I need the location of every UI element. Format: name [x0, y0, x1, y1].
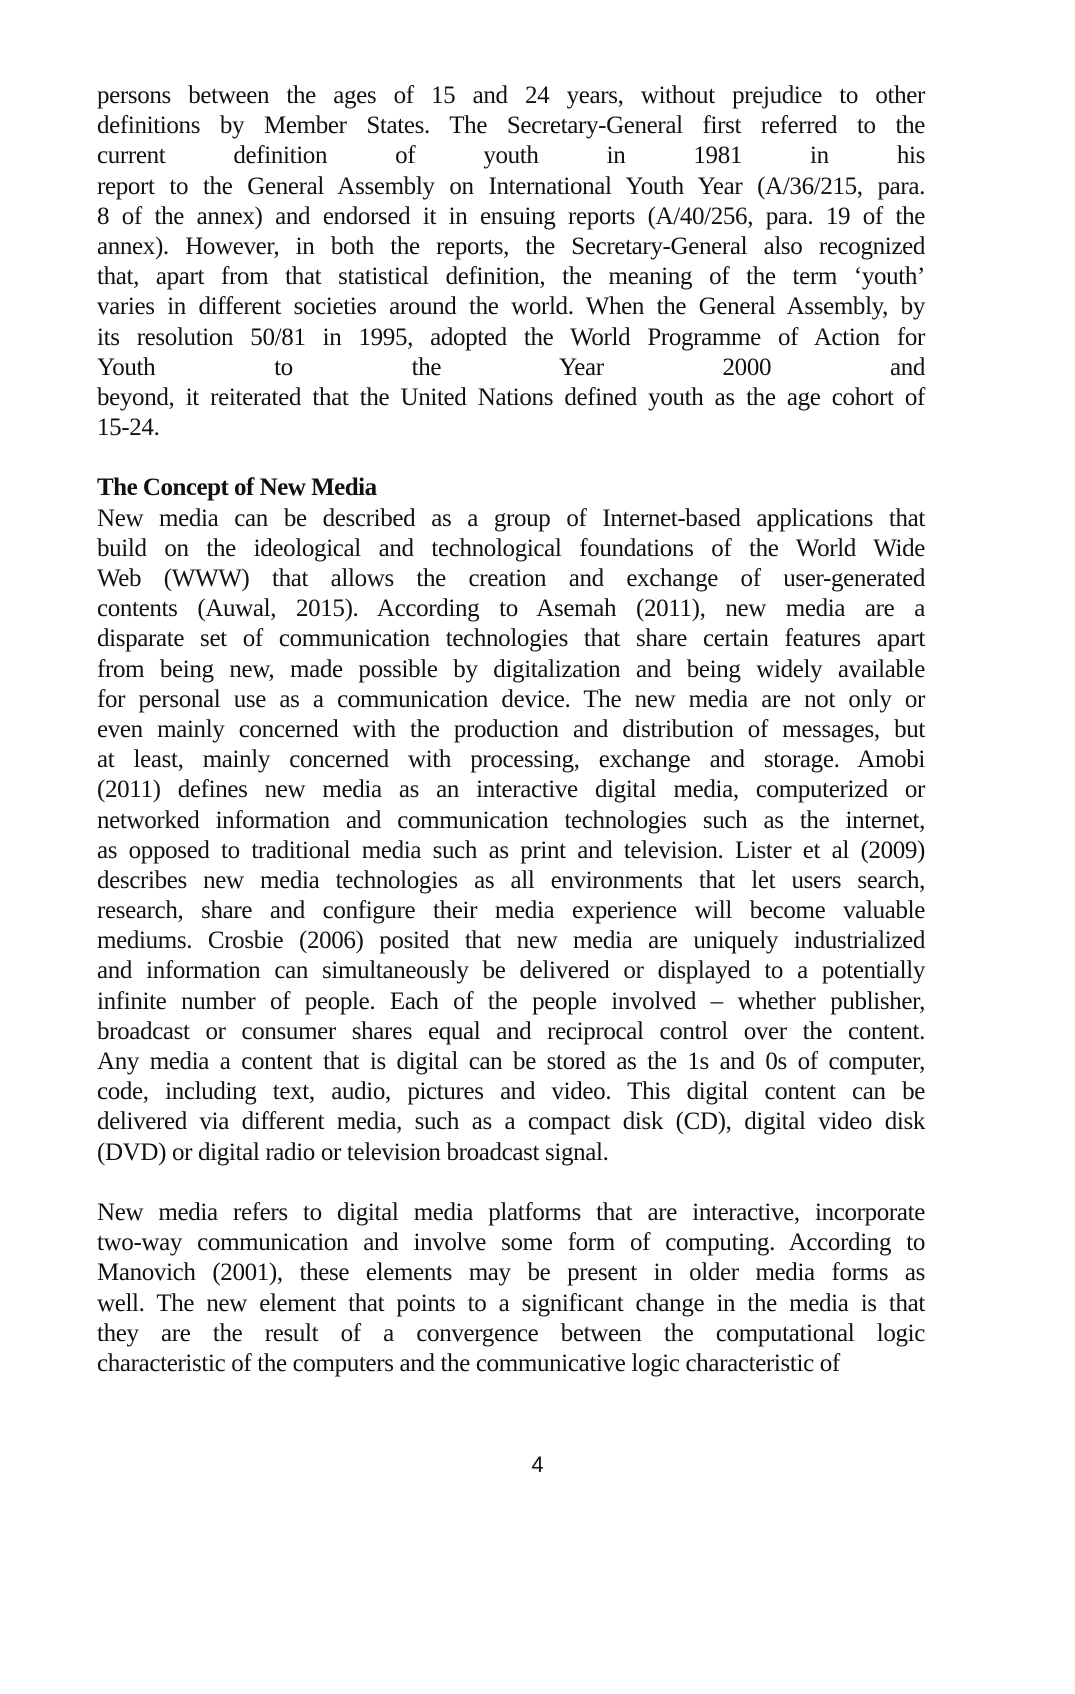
text-line: two-way communication and involve some form of computing. According to [97, 1229, 925, 1257]
section-heading: The Concept of New Media [97, 474, 377, 502]
text-line: Manovich (2001), these elements may be present in older media forms as [97, 1259, 925, 1287]
text-line: broadcast or consumer shares equal and reciprocal control over the content. [97, 1017, 925, 1045]
paragraph-spacer [97, 1168, 925, 1198]
text-line: disparate set of communication technologies that share certain features apart [97, 625, 925, 653]
text-line: report to the General Assembly on International Youth Year (A/36/215, para. [97, 172, 925, 200]
text-line: annex). However, in both the reports, the Secretary-General also recognized [97, 232, 925, 260]
text-line: that, apart from that statistical definition, the meaning of the term ‘youth’ [97, 263, 925, 291]
text-line: persons between the ages of 15 and 24 years, without prejudice to other [97, 82, 925, 109]
text-line: current definition of youth in 1981 in his [97, 142, 925, 170]
text-line: mediums. Crosbie (2006) posited that new media are uniquely industrialized [97, 927, 925, 955]
text-line: (2011) defines new media as an interactive digital media, computerized or [97, 776, 925, 804]
text-line: 8 of the annex) and endorsed it in ensuing reports (A/40/256, para. 19 of the [97, 202, 925, 230]
text-line: research, share and configure their media experience will become valuable [97, 897, 925, 925]
text-line: networked information and communication technologies such as the internet, [97, 806, 925, 834]
text-line: well. The new element that points to a significant change in the media is that [97, 1289, 925, 1317]
page-number: 4 [531, 1452, 544, 1477]
text-line: as opposed to traditional media such as print and television. Lister et al (2009) [97, 836, 925, 864]
text-line: from being new, made possible by digitalization and being widely available [97, 655, 925, 683]
text-line: code, including text, audio, pictures and video. This digital content can be [97, 1078, 925, 1106]
paragraph-youth-definition [97, 81, 925, 443]
text-line: they are the result of a convergence between the computational logic [97, 1319, 925, 1347]
text-line: contents (Auwal, 2015). According to Asemah (2011), new media are a [97, 595, 925, 623]
text-line: describes new media technologies as all environments that let users search, [97, 866, 925, 894]
text-line: build on the ideological and technological foundations of the World Wide [97, 534, 925, 562]
text-line: delivered via different media, such as a compact disk (CD), digital video disk [97, 1108, 925, 1136]
text-line: at least, mainly concerned with processing, exchange and storage. Amobi [97, 746, 925, 774]
text-line: for personal use as a communication device. The new media are not only or [97, 685, 925, 713]
text-line: even mainly concerned with the production and distribution of messages, but [97, 715, 925, 743]
text-line: (DVD) or digital radio or television broadcast signal. [97, 1138, 609, 1166]
paragraph-new-media-concept [97, 504, 925, 1168]
text-line: its resolution 50/81 in 1995, adopted the World Programme of Action for [97, 323, 925, 351]
text-line: definitions by Member States. The Secretary-General first referred to the [97, 112, 925, 140]
paragraph-spacer [97, 443, 925, 473]
document-page [97, 81, 925, 1379]
text-line: Any media a content that is digital can be stored as the 1s and 0s of computer, [97, 1048, 925, 1075]
text-line: and information can simultaneously be delivered or displayed to a potentially [97, 957, 925, 985]
paragraph-new-media-platforms [97, 1198, 925, 1379]
text-line: New media can be described as a group of Internet-based applications that [97, 504, 925, 532]
text-line: infinite number of people. Each of the people involved – whether publisher, [97, 987, 925, 1015]
text-line: Web (WWW) that allows the creation and exchange of user-generated [97, 565, 925, 592]
text-line: beyond, it reiterated that the United Nations defined youth as the age cohort of [97, 383, 925, 411]
text-line: characteristic of the computers and the communicative logic characteristic of [97, 1349, 840, 1377]
text-line: varies in different societies around the world. When the General Assembly, by [97, 293, 925, 321]
text-line: Youth to the Year 2000 and [97, 353, 925, 381]
text-line: 15-24. [97, 414, 160, 442]
text-line: New media refers to digital media platforms that are interactive, incorporate [97, 1198, 925, 1226]
